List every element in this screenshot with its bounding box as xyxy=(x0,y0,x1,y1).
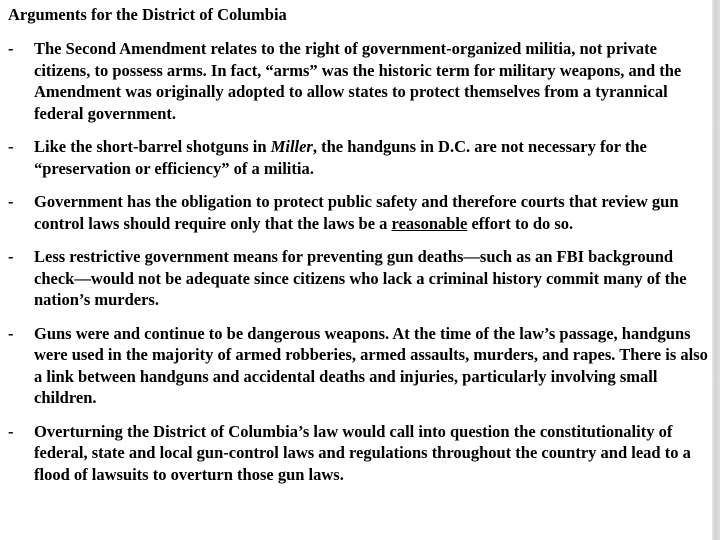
argument-item-6 xyxy=(8,421,713,486)
argument-text-6: Overturning the District of Columbia’s law would call into question the constitutionality of federal, state and local gun-control laws and regulations throughout the country and lead to a flood of lawsuits to overturn those gun laws. xyxy=(34,421,691,484)
underlined-reasonable: reasonable xyxy=(391,213,468,233)
right-edge-bar xyxy=(712,0,720,540)
argument-item-1 xyxy=(8,38,713,124)
argument-text-5: Guns were and continue to be dangerous weapons. At the time of the law’s passage, handguns were used in the majority of armed robberies, armed assaults, murders, and rapes. There is also a link between handguns and accidental deaths and injuries, particularly involving small children. xyxy=(34,323,708,407)
argument-text-3 xyxy=(34,191,713,234)
argument-text-3-pre: Government has the obligation to protect public safety and therefore courts that review gun control laws should require only that the laws be a xyxy=(34,192,679,233)
argument-text-1: The Second Amendment relates to the right of government-organized militia, not private citizens, to possess arms. In fact, “arms” was the historic term for military weapons, and the Amendment was originally adopted to allow states to protect themselves from a tyrannical federal government. xyxy=(34,39,682,123)
case-name-miller: Miller xyxy=(270,137,313,156)
bullet-dash: - xyxy=(8,192,14,211)
bullet-dash: - xyxy=(8,323,14,343)
argument-item-5 xyxy=(8,323,713,409)
argument-item-4 xyxy=(8,246,713,311)
argument-text-2-pre: Like the short-barrel shotguns in xyxy=(34,137,271,156)
argument-text-2 xyxy=(34,136,713,179)
page-title: Arguments for the District of Columbia xyxy=(8,5,287,24)
argument-item-3 xyxy=(8,191,713,234)
argument-text-3-post: effort to do so. xyxy=(467,213,574,233)
bullet-dash: - xyxy=(8,421,14,441)
bullet-dash: - xyxy=(8,247,14,266)
argument-list xyxy=(8,38,713,497)
bullet-dash: - xyxy=(8,39,14,58)
argument-item-2 xyxy=(8,136,713,179)
argument-text-2-post: , the handguns in D.C. are not necessary for the “preservation or efficiency” of a militia. xyxy=(34,137,647,178)
argument-text-4: Less restrictive government means for preventing gun deaths—such as an FBI background check—would not be adequate since citizens who lack a criminal history commit many of the nation’s murders. xyxy=(34,247,687,309)
bullet-dash: - xyxy=(8,137,14,156)
